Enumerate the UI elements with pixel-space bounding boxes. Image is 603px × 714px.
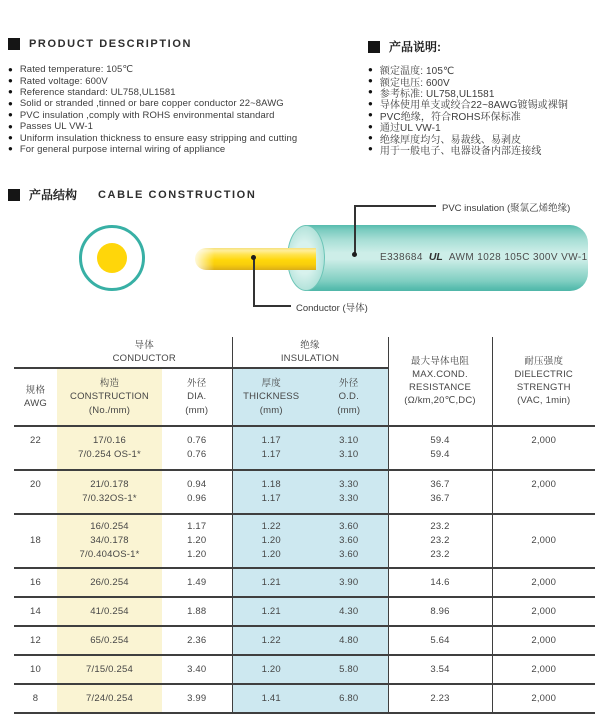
cable-cross-section-conductor [97,243,127,273]
cell-od: 3.10 3.10 [310,426,388,470]
table-row [14,655,595,684]
cell-thickness: 1.20 [232,655,310,684]
bullet-text: 额定电压: 600V [379,77,450,89]
bullet-item [8,132,297,143]
bullet-icon: ● [368,64,373,74]
conductor-leader-line [253,305,291,307]
resistance-column-header: 最大导体电阻 MAX.COND. RESISTANCE (Ω/km,20℃,DC) [388,337,492,426]
cell-dielectric: 2,000 [492,597,595,626]
cell-od: 5.80 [310,655,388,684]
table-row [14,684,595,713]
section-title: 产品说明: [389,40,441,54]
spec-table [14,337,595,714]
bullet-item [8,110,297,121]
cell-construction: 26/0.254 [57,568,162,597]
bullet-text: Passes UL VW-1 [19,121,94,133]
bullet-text: Uniform insulation thickness to ensure easy stripping and cutting [19,132,298,144]
cell-awg: 12 [14,626,57,655]
cell-od: 3.30 3.30 [310,470,388,514]
conductor-group-header: 导体 CONDUCTOR [57,337,232,368]
cell-od: 4.30 [310,597,388,626]
cell-construction: 17/0.16 7/0.254 OS-1* [57,426,162,470]
cell-awg: 18 [14,514,57,568]
bullet-icon: ● [8,133,13,143]
insulation-leader-line [354,205,436,207]
cell-construction: 65/0.254 [57,626,162,655]
cell-awg: 22 [14,426,57,470]
cell-dia: 1.88 [162,597,232,626]
table-row [14,597,595,626]
product-notes-header [368,38,441,55]
cell-dia: 0.94 0.96 [162,470,232,514]
bullet-item [8,144,297,155]
conductor-label: Conductor (导体) [296,303,368,314]
od-column-header: 外径 O.D. (mm) [310,368,388,426]
cell-thickness: 1.17 1.17 [232,426,310,470]
table-row [14,568,595,597]
bullet-text: PVC绝缘，符合ROHS环保标准 [379,111,521,123]
cell-resistance: 23.2 23.2 23.2 [388,514,492,568]
cell-awg: 10 [14,655,57,684]
bullet-icon: ● [368,144,373,154]
cell-thickness: 1.22 1.20 1.20 [232,514,310,568]
cell-construction: 21/0.178 7/0.32OS-1* [57,470,162,514]
cell-dia: 3.40 [162,655,232,684]
table-row [14,514,595,568]
bullet-text: 导体使用单支或绞合22~8AWG镀锡或裸铜 [379,100,568,112]
cell-awg: 8 [14,684,57,713]
cell-resistance: 2.23 [388,684,492,713]
section-title-en: CABLE CONSTRUCTION [98,188,257,201]
cell-dia: 3.99 [162,684,232,713]
bullet-item [368,144,568,155]
conductor-leader-dot [251,255,256,260]
bullet-item [8,98,297,109]
cell-dia: 1.49 [162,568,232,597]
bullet-text: Rated voltage: 600V [19,75,108,87]
cell-dielectric: 2,000 [492,426,595,470]
construction-column-header: 构造 CONSTRUCTION (No./mm) [57,368,162,426]
bullet-icon: ● [8,110,13,120]
table-row [14,626,595,655]
insulation-leader-line [354,205,356,255]
cell-dielectric: 2,000 [492,514,595,568]
table-row [14,470,595,514]
cell-thickness: 1.21 [232,568,310,597]
cell-dia: 0.76 0.76 [162,426,232,470]
ul-logo-icon: UL [428,251,443,263]
bullet-icon: ● [368,110,373,120]
section-title-cn: 产品结构 [29,188,78,202]
bullet-text: 用于一般电子、电器设备内部连接线 [379,145,542,157]
bullet-icon: ● [368,87,373,97]
bullet-icon: ● [368,133,373,143]
cell-resistance: 8.96 [388,597,492,626]
bullet-icon: ● [8,64,13,74]
cable-construction-header [8,186,256,203]
cell-od: 3.60 3.60 3.60 [310,514,388,568]
cell-dielectric: 2,000 [492,655,595,684]
cell-dielectric: 2,000 [492,568,595,597]
dielectric-column-header: 耐压强度 DIELECTRIC STRENGTH (VAC, 1min) [492,337,595,426]
section-square-icon [8,189,20,201]
bullet-item [8,87,297,98]
bullet-icon: ● [8,144,13,154]
insulation-leader-dot [352,252,357,257]
spec-table-body [14,426,595,713]
awg-column-header: 规格 AWG [14,368,57,426]
product-description-list [8,64,297,155]
bullet-text: 绝缘厚度均匀、易裁线、易剥皮 [379,134,522,146]
bullet-text: 参考标准: UL758,UL1581 [379,88,495,100]
cell-dielectric: 2,000 [492,626,595,655]
cell-od: 6.80 [310,684,388,713]
cell-dielectric: 2,000 [492,684,595,713]
bullet-icon: ● [8,76,13,86]
cell-resistance: 36.7 36.7 [388,470,492,514]
insulation-group-header: 绝缘 INSULATION [232,337,388,368]
cell-thickness: 1.22 [232,626,310,655]
cell-awg: 14 [14,597,57,626]
cell-od: 4.80 [310,626,388,655]
bullet-item [8,64,297,75]
cell-od: 3.90 [310,568,388,597]
cell-awg: 20 [14,470,57,514]
bullet-icon: ● [368,76,373,86]
section-square-icon [368,41,380,53]
bullet-text: Solid or stranded ,tinned or bare copper conductor 22~8AWG [19,98,284,110]
dia-column-header: 外径 DIA. (mm) [162,368,232,426]
bullet-text: PVC insulation ,comply with ROHS environmental standard [19,109,275,121]
conductor-leader-line [253,258,255,306]
section-square-icon [8,38,20,50]
table-row [14,426,595,470]
product-notes-list [368,64,568,155]
bullet-text: Rated temperature: 105℃ [19,64,134,76]
product-description-header [8,38,192,50]
bullet-icon: ● [8,98,13,108]
cell-thickness: 1.18 1.17 [232,470,310,514]
cell-awg: 16 [14,568,57,597]
bullet-item [8,75,297,86]
empty-corner-cell [14,337,57,368]
cell-resistance: 3.54 [388,655,492,684]
cell-resistance: 14.6 [388,568,492,597]
table-group-header-row [14,337,595,368]
cell-construction: 7/24/0.254 [57,684,162,713]
bullet-item [8,121,297,132]
thickness-column-header: 厚度 THICKNESS (mm) [232,368,310,426]
cable-rating-text: AWM 1028 105C 300V VW-1 [448,251,588,263]
cell-construction: 16/0.254 34/0.178 7/0.404OS-1* [57,514,162,568]
cell-resistance: 5.64 [388,626,492,655]
insulation-label: PVC insulation (聚氯乙烯绝缘) [442,203,571,214]
ul-file-number: E338684 [380,251,423,263]
cell-resistance: 59.4 59.4 [388,426,492,470]
cell-thickness: 1.41 [232,684,310,713]
cell-construction: 7/15/0.254 [57,655,162,684]
bullet-text: 通过UL VW-1 [379,123,441,135]
bullet-icon: ● [8,121,13,131]
bullet-text: For general purpose internal wiring of appliance [19,143,226,155]
bullet-icon: ● [8,87,13,97]
bullet-text: Reference standard: UL758,UL1581 [19,86,176,98]
cell-dia: 1.17 1.20 1.20 [162,514,232,568]
bullet-icon: ● [368,98,373,108]
section-title: PRODUCT DESCRIPTION [29,38,193,50]
bullet-icon: ● [368,121,373,131]
cable-print-text [380,251,588,263]
cell-construction: 41/0.254 [57,597,162,626]
bullet-text: 额定温度: 105℃ [379,66,455,78]
cell-dielectric: 2,000 [492,470,595,514]
cell-dia: 2.36 [162,626,232,655]
cell-thickness: 1.21 [232,597,310,626]
